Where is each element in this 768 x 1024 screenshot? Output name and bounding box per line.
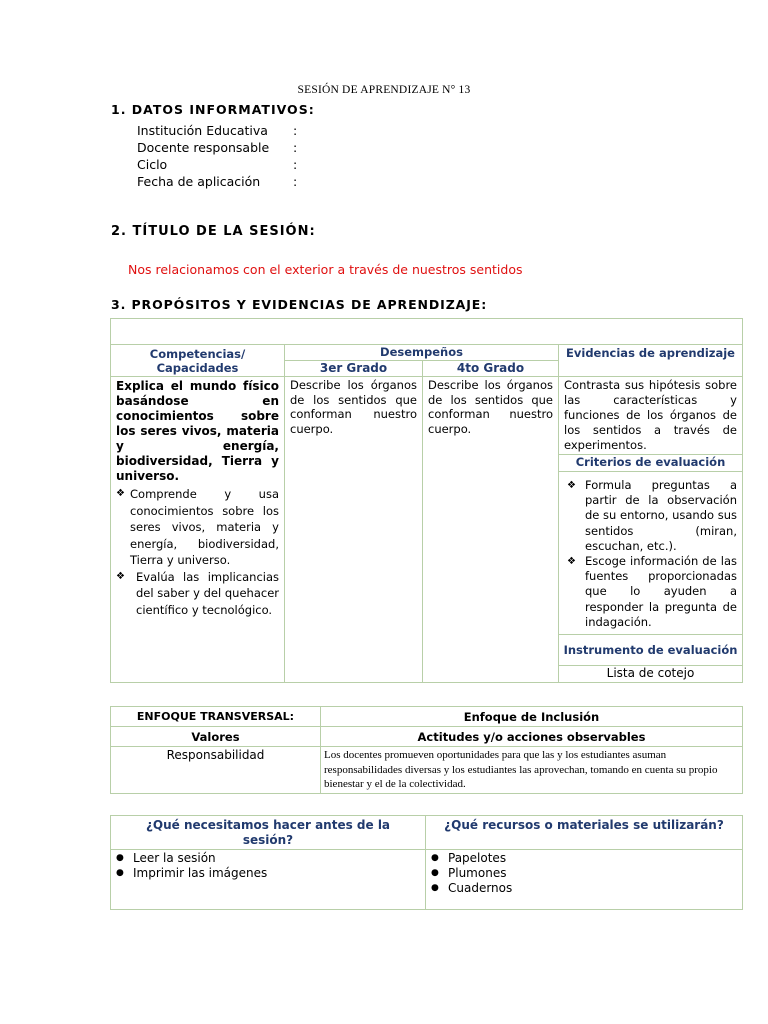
capacidad-text: Comprende y usa conocimientos sobre los seres vivos, materia y energía, biodiversidad, Tierra y universo. bbox=[130, 487, 279, 567]
header-3er-grado: 3er Grado bbox=[285, 361, 423, 377]
session-title: Nos relacionamos con el exterior a través de nuestros sentidos bbox=[128, 262, 523, 277]
diamond-bullet-icon: ❖ bbox=[567, 556, 576, 568]
criterios-list bbox=[559, 478, 742, 630]
evidencia-text: Contrasta sus hipótesis sobre las características y funciones de los órganos de los sentidos a través de experimentos. bbox=[564, 378, 737, 452]
criterios-cell bbox=[559, 472, 743, 635]
list-item bbox=[567, 554, 737, 630]
learning-purposes-table bbox=[110, 318, 743, 683]
info-label-ciclo: Ciclo bbox=[137, 157, 168, 172]
actitud-text: Los docentes promueven oportunidades para que las y los estudiantes asuman responsabilidades diversas y los estudiantes las aprovechan, tomando en cuenta su propio bienestar y el de la colectividad. bbox=[324, 749, 718, 790]
header-desempenos: Desempeños bbox=[285, 345, 559, 361]
valor-value: Responsabilidad bbox=[111, 747, 321, 794]
list-item bbox=[111, 851, 425, 866]
info-label-docente: Docente responsable bbox=[137, 140, 270, 155]
antes-item: Leer la sesión bbox=[133, 851, 216, 865]
list-item bbox=[116, 569, 279, 619]
diamond-bullet-icon: ❖ bbox=[567, 480, 576, 491]
enfoque-table bbox=[110, 706, 743, 794]
list-item bbox=[426, 881, 742, 896]
document-title: SESIÓN DE APRENDIZAJE N° 13 bbox=[297, 84, 471, 96]
preparacion-table bbox=[110, 815, 743, 910]
bullet-icon: ● bbox=[116, 868, 124, 878]
header-instrumento: Instrumento de evaluación bbox=[559, 635, 743, 666]
criterio-text: Escoge información de las fuentes proporcionadas que lo ayuden a responder la pregunta de indagación. bbox=[585, 554, 737, 629]
capacidades-list bbox=[111, 486, 284, 618]
valores-header: Valores bbox=[111, 727, 321, 747]
info-colon: : bbox=[293, 174, 298, 189]
list-item bbox=[111, 866, 425, 881]
bullet-icon: ● bbox=[431, 883, 439, 893]
recursos-cell bbox=[426, 850, 743, 910]
list-item bbox=[567, 478, 737, 554]
instrumento-value: Lista de cotejo bbox=[559, 666, 743, 683]
section-2-heading: 2. TÍTULO DE LA SESIÓN: bbox=[111, 224, 316, 239]
section-1-heading: 1. DATOS INFORMATIVOS: bbox=[111, 102, 315, 117]
competencia-cell bbox=[111, 377, 285, 683]
list-item bbox=[426, 851, 742, 866]
recurso-item: Cuadernos bbox=[448, 881, 513, 895]
desempeno-4-cell bbox=[423, 377, 559, 683]
enfoque-name: Enfoque de Inclusión bbox=[321, 707, 743, 727]
info-colon: : bbox=[293, 123, 298, 138]
bullet-icon: ● bbox=[116, 853, 124, 863]
desempeno-3-text: Describe los órganos de los sentidos que conforman nuestro cuerpo. bbox=[290, 378, 417, 436]
list-item bbox=[116, 486, 279, 569]
evidencia-cell bbox=[559, 377, 743, 455]
diamond-bullet-icon: ❖ bbox=[116, 570, 125, 582]
diamond-bullet-icon: ❖ bbox=[116, 488, 125, 499]
recurso-item: Plumones bbox=[448, 866, 507, 880]
actitudes-header: Actitudes y/o acciones observables bbox=[321, 727, 743, 747]
enfoque-label: ENFOQUE TRANSVERSAL: bbox=[111, 707, 321, 727]
header-criterios: Criterios de evaluación bbox=[559, 455, 743, 472]
antes-cell bbox=[111, 850, 426, 910]
header-evidencias: Evidencias de aprendizaje bbox=[559, 345, 743, 377]
info-label-institucion: Institución Educativa bbox=[137, 123, 268, 138]
actitud-cell bbox=[321, 747, 743, 794]
capacidad-text: Evalúa las implicancias del saber y del quehacer científico y tecnológico. bbox=[136, 569, 279, 617]
recurso-item: Papelotes bbox=[448, 851, 507, 865]
bullet-icon: ● bbox=[431, 853, 439, 863]
info-colon: : bbox=[293, 157, 298, 172]
header-competencias: Competencias/ Capacidades bbox=[111, 345, 285, 377]
info-colon: : bbox=[293, 140, 298, 155]
antes-item: Imprimir las imágenes bbox=[133, 866, 268, 880]
header-recursos: ¿Qué recursos o materiales se utilizarán? bbox=[426, 816, 743, 850]
section-3-heading: 3. PROPÓSITOS Y EVIDENCIAS DE APRENDIZAJE: bbox=[111, 297, 488, 312]
desempeno-4-text: Describe los órganos de los sentidos que conforman nuestro cuerpo. bbox=[428, 378, 553, 436]
competencia-text: Explica el mundo físico basándose en conocimientos sobre los seres vivos, materia y energía, biodiversidad, Tierra y universo. bbox=[116, 379, 279, 483]
bullet-icon: ● bbox=[431, 868, 439, 878]
header-antes: ¿Qué necesitamos hacer antes de la sesión? bbox=[111, 816, 426, 850]
info-label-fecha: Fecha de aplicación bbox=[137, 174, 261, 189]
header-4to-grado: 4to Grado bbox=[423, 361, 559, 377]
criterio-text: Formula preguntas a partir de la observación de su entorno, usando sus sentidos (miran, escuchan, etc.). bbox=[585, 478, 737, 553]
empty-top-row bbox=[111, 319, 743, 345]
desempeno-3-cell bbox=[285, 377, 423, 683]
list-item bbox=[426, 866, 742, 881]
